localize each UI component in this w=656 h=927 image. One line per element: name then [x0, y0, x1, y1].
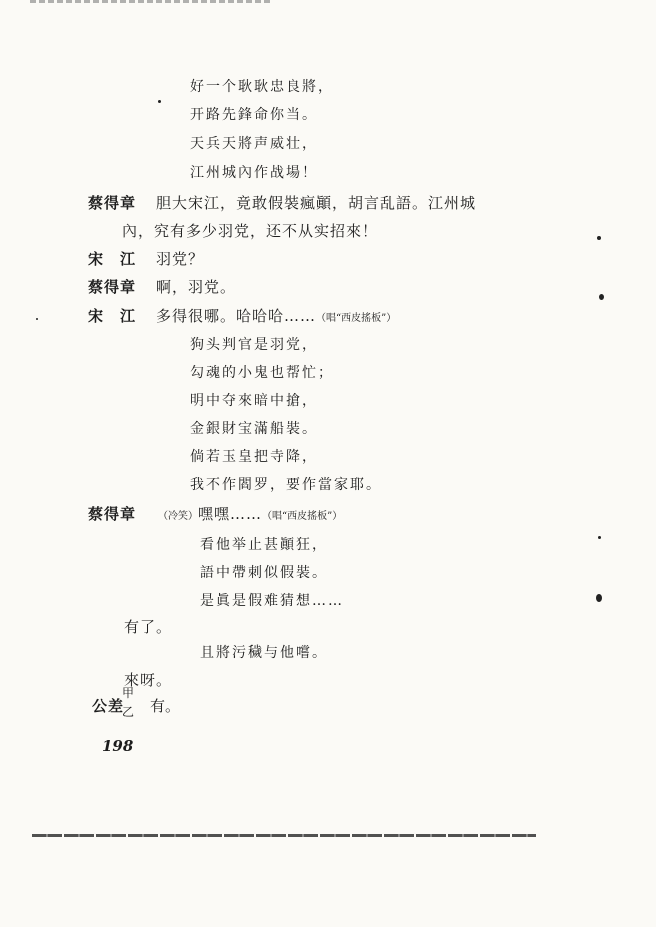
speaker-label: 宋 江 [88, 307, 137, 325]
scan-speck [596, 594, 602, 602]
bottom-rule [32, 834, 536, 837]
speech-line: 來呀。 [124, 671, 173, 689]
speaker-label: 公差 [92, 697, 125, 715]
verse-line: 金銀財宝滿船裝。 [190, 421, 318, 437]
verse-line: 开路先鋒命你当。 [190, 107, 318, 123]
speaker-label: 蔡得章 [88, 505, 137, 523]
speaker-sub-label: 乙 [122, 705, 135, 719]
scan-speck [598, 536, 601, 539]
page-number: 198 [102, 737, 134, 755]
speaker-label: 宋 江 [88, 250, 137, 268]
verse-line: 我不作閻罗，要作當家耶。 [190, 477, 382, 493]
speaker-label: 蔡得章 [88, 278, 137, 296]
speech-line [156, 305, 396, 326]
verse-line: 看他举止甚顚狂， [200, 537, 328, 553]
verse-line: 倘若玉皇把寺降， [190, 449, 318, 465]
speech-line: 有了。 [124, 618, 173, 636]
scan-artifact [30, 0, 270, 3]
verse-line: 狗头判官是羽党， [190, 337, 318, 353]
verse-line: 天兵天將声威壮， [190, 136, 318, 152]
speech-line: 羽党？ [156, 250, 205, 268]
verse-line: 明中夺來暗中搶， [190, 393, 318, 409]
scan-speck [36, 318, 38, 320]
scan-speck [599, 294, 604, 300]
scan-speck [597, 236, 601, 240]
stage-direction: （唱“西皮搖板”） [262, 511, 343, 522]
speech-line: 胆大宋江，竟敢假裝瘋顚，胡言乱語。江州城 [156, 194, 477, 212]
speech-line: 內，究有多少羽党，还不从实招來！ [122, 222, 379, 240]
stage-direction: （冷笑） [158, 511, 198, 522]
speaker-sub-label: 甲 [122, 686, 135, 700]
scan-speck [158, 100, 161, 103]
speech-text: 嘿嘿…… [198, 505, 263, 523]
speech-text: 多得很哪。哈哈哈…… [156, 307, 317, 325]
verse-line: 好一个耿耿忠良將， [190, 79, 334, 95]
stage-direction: （唱“西皮搖板”） [316, 313, 397, 324]
speech-line: 有。 [150, 697, 181, 715]
speaker-label: 蔡得章 [88, 194, 137, 212]
speech-line [158, 503, 342, 524]
speech-line: 啊，羽党。 [156, 278, 237, 296]
verse-line: 是眞是假难猜想…… [200, 593, 344, 609]
verse-line: 語中帶刺似假裝。 [200, 565, 328, 581]
verse-line: 江州城內作战場！ [190, 165, 318, 181]
verse-line: 且將污穢与他嚐。 [200, 645, 328, 661]
verse-line: 勾魂的小鬼也帮忙； [190, 365, 334, 381]
